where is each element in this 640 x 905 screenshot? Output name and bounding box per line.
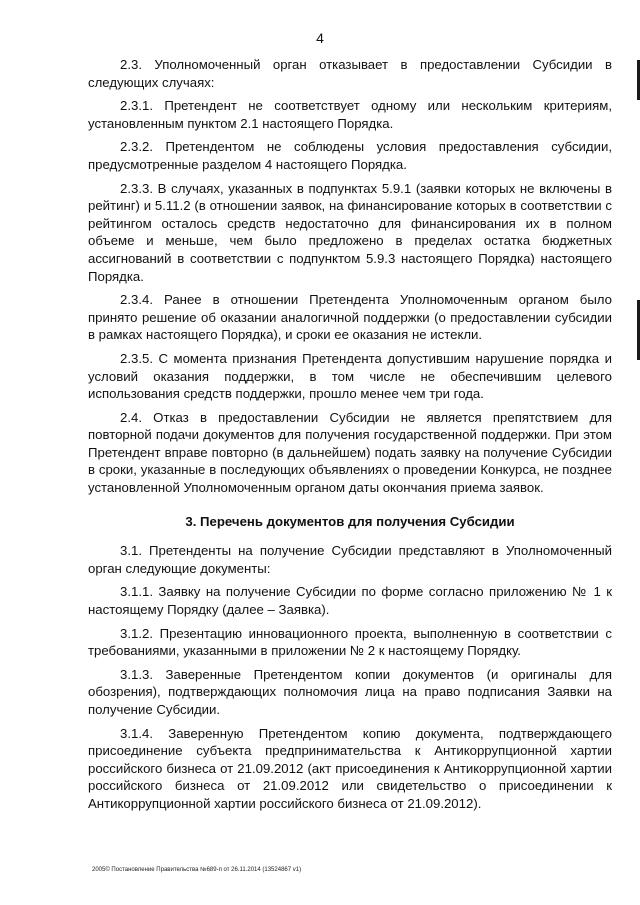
paragraph-2-3-4: 2.3.4. Ранее в отношении Претендента Уполномоченным органом было принято решение об оказании аналогичной поддержки (о предоставлении субсидии в рамках настоящего Порядка), и сроки ее оказания не истекли.: [88, 292, 612, 343]
paragraph-2-3-5: 2.3.5. С момента признания Претендента допустившим нарушение порядка и условий оказания поддержки, в том числе не обеспечившим целевого использования средств поддержки, прошло менее чем три года.: [88, 350, 612, 402]
paragraph-3-1-1: 3.1.1. Заявку на получение Субсидии по форме согласно приложению № 1 к настоящему Порядку (далее – Заявка).: [88, 584, 612, 618]
paragraph-2-4: 2.4. Отказ в предоставлении Субсидии не является препятствием для повторной подачи документов для получения государственной поддержки. При этом Претендент вправе повторно (в дальнейшем) подать заявку на получение Субсидии в сроки, указанные в последующих объявлениях о проведении Конкурса, не позднее установленной Уполномоченным органом даты окончания приема заявок.: [88, 409, 612, 496]
document-footer: 2005© Постановление Правительства №689-п от 26.11.2014 (13524867 v1): [92, 867, 302, 873]
paragraph-2-3: 2.3. Уполномоченный орган отказывает в предоставлении Субсидии в следующих случаях:: [88, 57, 612, 90]
paragraph-3-1-3: 3.1.3. Заверенные Претендентом копии документов (и оригиналы для обозрения), подтверждающих полномочия лица на право подписания Заявки на получение Субсидии.: [88, 666, 612, 717]
page-number: 4: [316, 30, 324, 46]
paragraph-2-3-2: 2.3.2. Претендентом не соблюдены условия предоставления субсидии, предусмотренные разделом 4 настоящего Порядка.: [88, 139, 612, 172]
paragraph-2-3-1: 2.3.1. Претендент не соответствует одному или нескольким критериям, установленным пунктом 2.1 настоящего Порядка.: [88, 98, 612, 131]
paragraph-3-1: 3.1. Претенденты на получение Субсидии представляют в Уполномоченный орган следующие документы:: [88, 543, 612, 576]
paragraph-3-1-4: 3.1.4. Заверенную Претендентом копию документа, подтверждающего присоединение субъекта предпринимательства к Антикоррупционной хартии российского бизнеса от 21.09.2012 (акт присоединения к Антикоррупционной хартии российского бизнеса от 21.09.2012 или свидетельство о присоединении к Антикоррупционной хартии российского бизнеса от 21.09.2012).: [88, 725, 612, 811]
paragraph-2-3-3: 2.3.3. В случаях, указанных в подпунктах 5.9.1 (заявки которых не включены в рейтинг) и 5.11.2 (в отношении заявок, на финансирование которых в соответствии с рейтингом осталось средств недостаточно для финансирования их в полном объеме и меньше, чем было предложено в пределах остатка бюджетных ассигнований в соответствии с подпунктом 5.9.3 настоящего Порядка) настоящего Порядка.: [88, 180, 612, 284]
document-body: [88, 56, 612, 819]
section-heading: 3. Перечень документов для получения Субсидии: [185, 513, 515, 529]
paragraph-3-1-2: 3.1.2. Презентацию инновационного проекта, выполненную в соответствии с требованиями, указанными в приложении № 2 к настоящему Порядку.: [88, 625, 612, 659]
